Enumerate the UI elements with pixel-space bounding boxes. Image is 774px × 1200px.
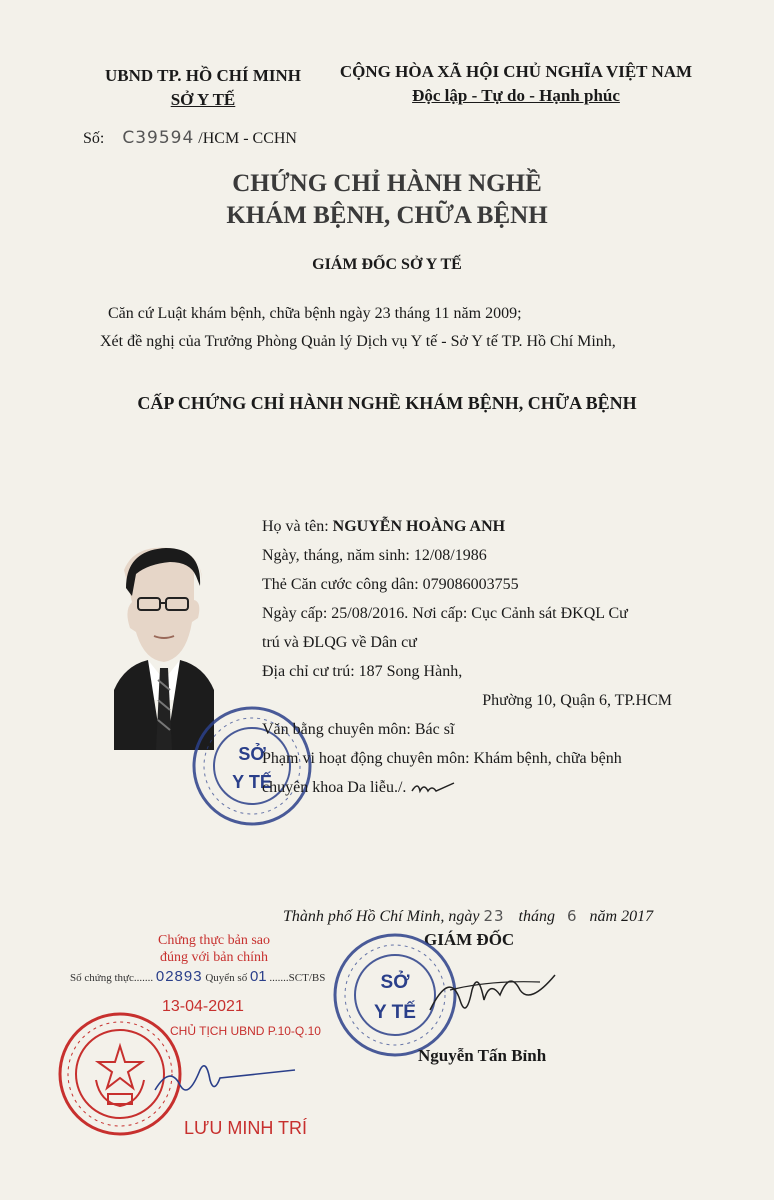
star-emblem-icon: [98, 1046, 142, 1088]
date-month: 6: [567, 907, 578, 925]
cert-number: 02893: [155, 968, 203, 985]
holder-name: NGUYỄN HOÀNG ANH: [332, 518, 506, 535]
holder-scope-1: Phạm vi hoạt động chuyên môn: Khám bệnh, chữa bệnh: [262, 750, 622, 767]
number-prefix: Số:: [83, 130, 105, 147]
document-subtitle: KHÁM BỆNH, CHỮA BỆNH: [226, 202, 548, 229]
certified-line-1: Chứng thực bản sao: [158, 933, 270, 948]
certifying-official-title: CHỦ TỊCH UBND P.10-Q.10: [170, 1024, 321, 1038]
number-value: C39594: [122, 128, 195, 148]
date-place: Thành phố Hồ Chí Minh, ngày: [283, 908, 480, 925]
certified-line-2: đúng với bản chính: [159, 950, 269, 965]
certificate-number: [83, 128, 297, 148]
cert-sct: SCT/BS: [288, 972, 326, 984]
date-day: 23: [483, 907, 505, 925]
director-signature: [420, 960, 560, 1030]
date-year: năm 2017: [589, 908, 654, 925]
holder-scope-2-text: chuyên khoa Da liễu./.: [262, 779, 407, 796]
document-title: CHỨNG CHỈ HÀNH NGHỀ: [232, 170, 542, 197]
photo-stamp-bottom: Y TẾ: [232, 772, 272, 792]
date-month-label: tháng: [518, 908, 555, 925]
initials-signature: [410, 779, 456, 797]
holder-id-issue-1: Ngày cấp: 25/08/2016. Nơi cấp: Cục Cảnh sát ĐKQL Cư: [262, 605, 628, 622]
director-stamp-bottom: Y TẾ: [374, 1002, 416, 1023]
holder-dob: Ngày, tháng, năm sinh: 12/08/1986: [262, 547, 487, 564]
certification-number-line: Số chứng thực....... 02893 Quyển số 01 .......SCT/BS: [70, 968, 326, 985]
photo-stamp-top: SỞ: [238, 744, 266, 764]
basis-line-1: Căn cứ Luật khám bệnh, chữa bệnh ngày 23 tháng 11 năm 2009;: [108, 305, 522, 322]
signer-name: Nguyễn Tấn Bỉnh: [418, 1046, 547, 1065]
holder-name-row: [262, 512, 676, 541]
official-signature: [150, 1050, 300, 1110]
certification-date: 13-04-2021: [162, 998, 244, 1015]
country-name: CỘNG HÒA XÃ HỘI CHỦ NGHĨA VIỆT NAM: [339, 62, 693, 81]
issuer-heading: GIÁM ĐỐC SỞ Y TẾ: [312, 256, 462, 273]
cert-book-label: Quyển số: [205, 972, 248, 984]
director-stamp-top: SỞ: [380, 972, 410, 993]
issuing-authority: [98, 64, 308, 112]
name-label: Họ và tên:: [262, 518, 329, 535]
certifying-official-name: LƯU MINH TRÍ: [184, 1118, 308, 1138]
issue-date: [283, 907, 653, 926]
grant-heading: CẤP CHỨNG CHỈ HÀNH NGHỀ KHÁM BỆNH, CHỮA BỆNH: [137, 393, 637, 413]
holder-id-issue-2: trú và ĐLQG về Dân cư: [262, 634, 417, 651]
cert-book-suffix: 01: [249, 968, 267, 985]
holder-scope-2: [262, 773, 676, 802]
national-motto: [330, 60, 702, 108]
authority-city: UBND TP. HỒ CHÍ MINH: [105, 66, 301, 85]
holder-degree: Văn bằng chuyên môn: Bác sĩ: [262, 721, 455, 738]
certified-copy-heading: [149, 932, 279, 966]
basis-line-2: Xét đề nghị của Trưởng Phòng Quản lý Dịch vụ Y tế - Sở Y tế TP. Hồ Chí Minh,: [100, 333, 616, 350]
holder-address-2: Phường 10, Quận 6, TP.HCM: [482, 692, 672, 709]
number-suffix: /HCM - CCHN: [198, 130, 297, 147]
holder-details: [262, 512, 676, 802]
motto: Độc lập - Tự do - Hạnh phúc: [412, 86, 620, 105]
holder-id-card: Thẻ Căn cước công dân: 079086003755: [262, 576, 519, 593]
authority-department: SỞ Y TẾ: [170, 90, 236, 109]
cert-number-label: Số chứng thực: [70, 972, 134, 984]
holder-address-1: Địa chỉ cư trú: 187 Song Hành,: [262, 663, 463, 680]
director-title: GIÁM ĐỐC: [424, 930, 515, 949]
legal-basis: [100, 300, 616, 356]
